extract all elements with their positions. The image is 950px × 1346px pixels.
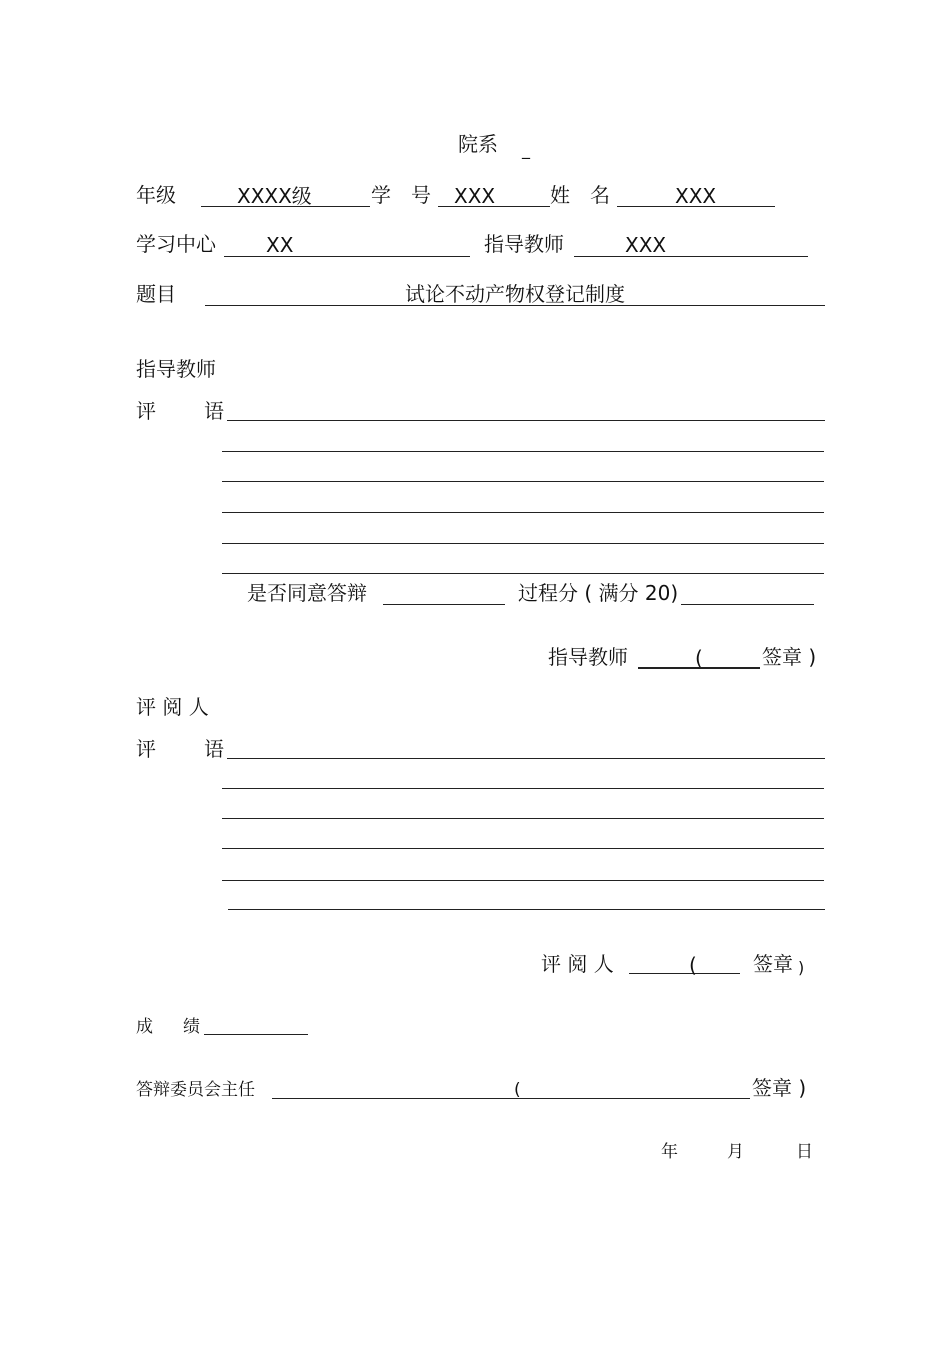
topic-value[interactable]: 试论不动产物权登记制度 [405, 282, 625, 306]
center-label: 学习中心 [136, 232, 216, 256]
topic-label: 题目 [136, 282, 176, 306]
reviewer-paren-close: ) [798, 958, 805, 977]
topic-underline [205, 305, 825, 306]
name-value[interactable]: XXX [675, 184, 717, 208]
advisor-comment-line[interactable] [222, 543, 824, 544]
process-score-underline[interactable] [681, 604, 814, 605]
date-month: 月 [727, 1142, 744, 1162]
date-year: 年 [661, 1142, 678, 1162]
dept-label: 院系 [458, 132, 498, 156]
name-label: 姓 名 [550, 183, 610, 207]
reviewer-signature-line[interactable] [629, 973, 740, 974]
reviewer-comment-line[interactable] [222, 848, 824, 849]
committee-sign-label: 签章 ) [752, 1076, 807, 1100]
center-underline [224, 256, 470, 257]
advisor-comment-line[interactable] [222, 573, 824, 574]
grade-value[interactable]: XXXX级 [237, 184, 312, 208]
committee-label: 答辩委员会主任 [136, 1080, 255, 1100]
advisor-label: 指导教师 [484, 232, 564, 256]
defense-agree-label: 是否同意答辩 [247, 581, 367, 605]
grade-underline [201, 206, 370, 207]
dept-value: _ [522, 140, 530, 159]
advisor-signature-line[interactable] [638, 667, 760, 669]
name-underline [617, 206, 775, 207]
grade-result-underline[interactable] [204, 1034, 308, 1035]
reviewer-comment-line[interactable] [228, 909, 825, 910]
reviewer-comment-line[interactable] [222, 880, 824, 881]
advisor-paren-open: ( [695, 646, 703, 670]
student-no-label: 学 号 [371, 183, 431, 207]
advisor-underline [574, 256, 808, 257]
grade-result-label-1: 成 [136, 1017, 153, 1037]
advisor-value[interactable]: XXX [625, 233, 667, 257]
grade-label: 年级 [136, 183, 176, 207]
advisor-comment-line[interactable] [227, 420, 825, 421]
advisor-signer-label: 指导教师 [548, 645, 628, 669]
date-day: 日 [796, 1142, 813, 1162]
process-score-label: 过程分 ( 满分 20) [518, 581, 679, 605]
advisor-comment-line[interactable] [222, 512, 824, 513]
reviewer-signer-label: 评 阅 人 [541, 952, 614, 976]
reviewer-comment-label-1: 评 [136, 737, 156, 761]
reviewer-comment-line[interactable] [227, 758, 825, 759]
reviewer-comment-label-2: 语 [204, 737, 224, 761]
reviewer-sign-label: 签章 [753, 952, 793, 976]
advisor-comment-line[interactable] [222, 451, 824, 452]
student-no-underline [438, 206, 550, 207]
reviewer-comment-line[interactable] [222, 788, 824, 789]
reviewer-comment-line[interactable] [222, 818, 824, 819]
center-value[interactable]: XX [266, 233, 294, 257]
advisor-comment-line[interactable] [222, 481, 824, 482]
advisor-section-heading: 指导教师 [136, 357, 216, 381]
advisor-comment-label-2: 语 [204, 399, 224, 423]
committee-paren-open: ( [514, 1080, 521, 1100]
advisor-sign-label: 签章 ) [762, 645, 817, 669]
student-no-value[interactable]: XXX [454, 184, 496, 208]
reviewer-section-heading: 评 阅 人 [136, 695, 209, 719]
committee-signature-line[interactable] [272, 1098, 750, 1099]
grade-result-label-2: 绩 [183, 1017, 200, 1037]
defense-agree-underline[interactable] [383, 604, 505, 605]
reviewer-paren-open: ( [689, 953, 697, 977]
advisor-comment-label-1: 评 [136, 399, 156, 423]
